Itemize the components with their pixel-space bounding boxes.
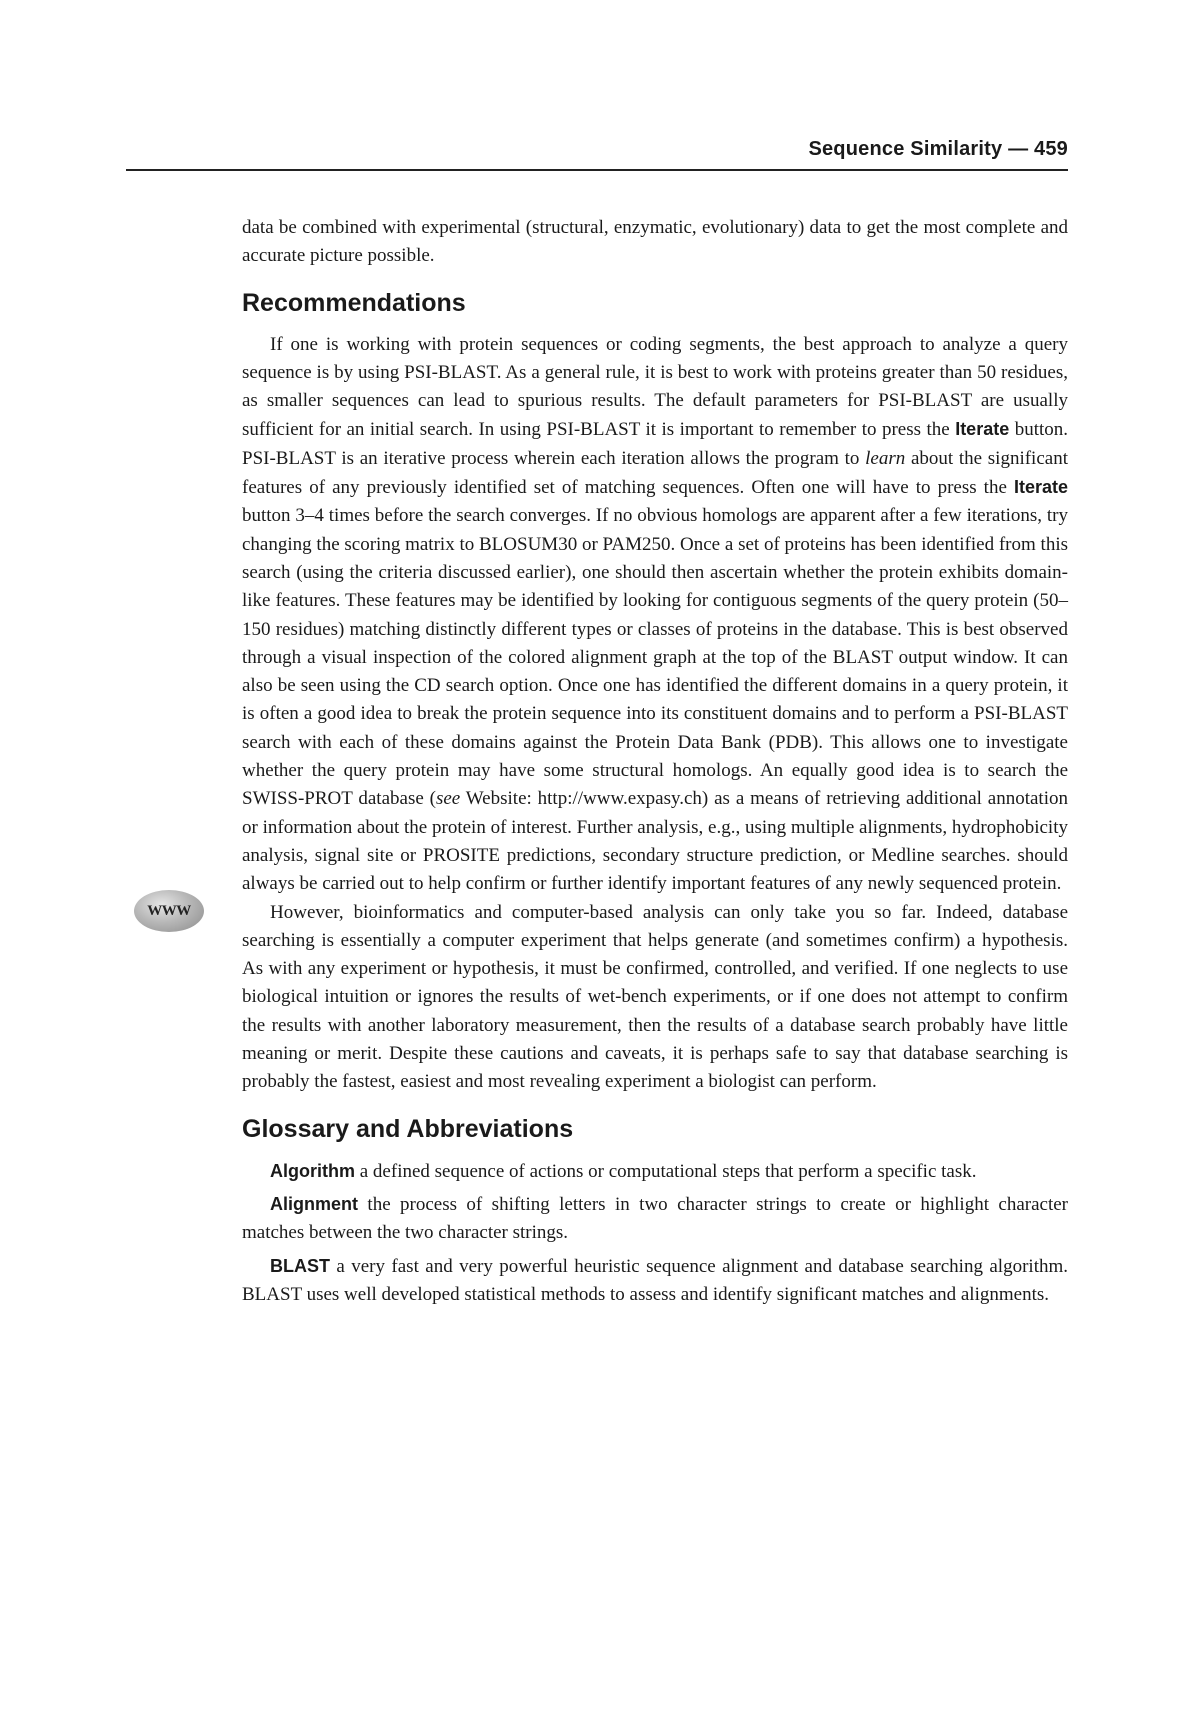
www-label: WWW xyxy=(147,902,191,919)
p1-text-d: button 3–4 times before the search converges. If no obvious homologs are apparent after a few iterations, try changing the scoring matrix to BLOSUM30 or PAM250. Once a set of proteins has been identified from this search (using the criteria discussed earlier), one should then ascertain whether the protein exhibits domain-like features. These features may be identified by looking for contiguous segments of the query protein (50–150 residues) matching distinctly different types or classes of proteins in the database. This is best observed through a visual inspection of the colored alignment graph at the top of the BLAST output window. It can also be seen using the CD search option. Once one has identified the different domains in a query protein, it is often a good idea to break the protein sequence into its constituent domains and to perform a PSI-BLAST search with each of these domains against the Protein Data Bank (PDB). This allows one to investigate whether the query protein may have some structural homologs. An equally good idea is to search the SWISS-PROT database ( xyxy=(242,505,1068,810)
iterate-term-2: Iterate xyxy=(1013,477,1068,498)
glossary-entry xyxy=(242,1252,1068,1310)
intro-paragraph: data be combined with experimental (structural, enzymatic, evolutionary) data to get the most complete and accurate picture possible. xyxy=(242,217,1068,267)
p1-text-c: about the significant features of any previously identified set of matching sequences. Often one will have to press the xyxy=(242,447,1068,499)
glossary-term: BLAST xyxy=(270,1255,330,1276)
glossary-definition: the process of shifting letters in two character strings to create or highlight character matches between the two character strings. xyxy=(242,1193,1068,1244)
glossary-entry xyxy=(242,1157,1068,1186)
recommendations-paragraph-1 xyxy=(242,331,1068,899)
glossary-term: Algorithm xyxy=(270,1160,355,1181)
glossary-definition: a defined sequence of actions or computational steps that perform a specific task. xyxy=(355,1160,977,1182)
main-text xyxy=(242,214,1068,1313)
recommendations-paragraph-2: However, bioinformatics and computer-based analysis can only take you so far. Indeed, database searching is essentially a computer experiment that helps generate (and sometimes confirm) a hypothesis. As with any experiment or hypothesis, it must be confirmed, controlled, and verified. If one neglects to use biological intuition or ignores the results of wet-bench experiments, or if one does not attempt to confirm the results with another laboratory measurement, then the results of a database search probably have little meaning or merit. Despite these cautions and caveats, it is perhaps safe to say that database searching is probably the fastest, easiest and most revealing experiment a biologist can perform. xyxy=(242,901,1068,1093)
www-globe-icon xyxy=(134,890,204,932)
glossary-entry xyxy=(242,1190,1068,1248)
glossary-heading: Glossary and Abbreviations xyxy=(242,1114,574,1143)
running-head: Sequence Similarity — 459 xyxy=(808,138,1068,160)
header-rule xyxy=(126,169,1068,171)
glossary-term: Alignment xyxy=(270,1193,358,1214)
see-emphasis: see xyxy=(435,788,461,810)
p1-text-a: If one is working with protein sequences or coding segments, the best approach to analyze a query sequence is by using PSI-BLAST. As a general rule, it is best to work with proteins greater than 50 residues, as smaller sequences can lead to spurious results. The default parameters for PSI-BLAST are usually sufficient for an initial search. In using PSI-BLAST it is important to remember to press the xyxy=(242,333,1068,441)
p1-text-b: button. PSI-BLAST is an iterative process wherein each iteration allows the program to xyxy=(242,419,1068,469)
iterate-term-1: Iterate xyxy=(955,419,1010,440)
glossary-list xyxy=(242,1157,1068,1309)
p1-text-e: Website: http://www.expasy.ch) as a means of retrieving additional annotation or information about the protein of interest. Further analysis, e.g., using multiple alignments, hydrophobicity analysis, signal site or PROSITE predictions, secondary structure prediction, or Medline searches. should always be carried out to help confirm or further identify important features of any newly sequenced protein. xyxy=(242,788,1068,895)
recommendations-heading: Recommendations xyxy=(242,288,466,317)
learn-emphasis: learn xyxy=(865,447,906,469)
glossary-definition: a very fast and very powerful heuristic sequence alignment and database searching algorithm. BLAST uses well developed statistical methods to assess and identify significant matches and alignments. xyxy=(242,1255,1068,1305)
